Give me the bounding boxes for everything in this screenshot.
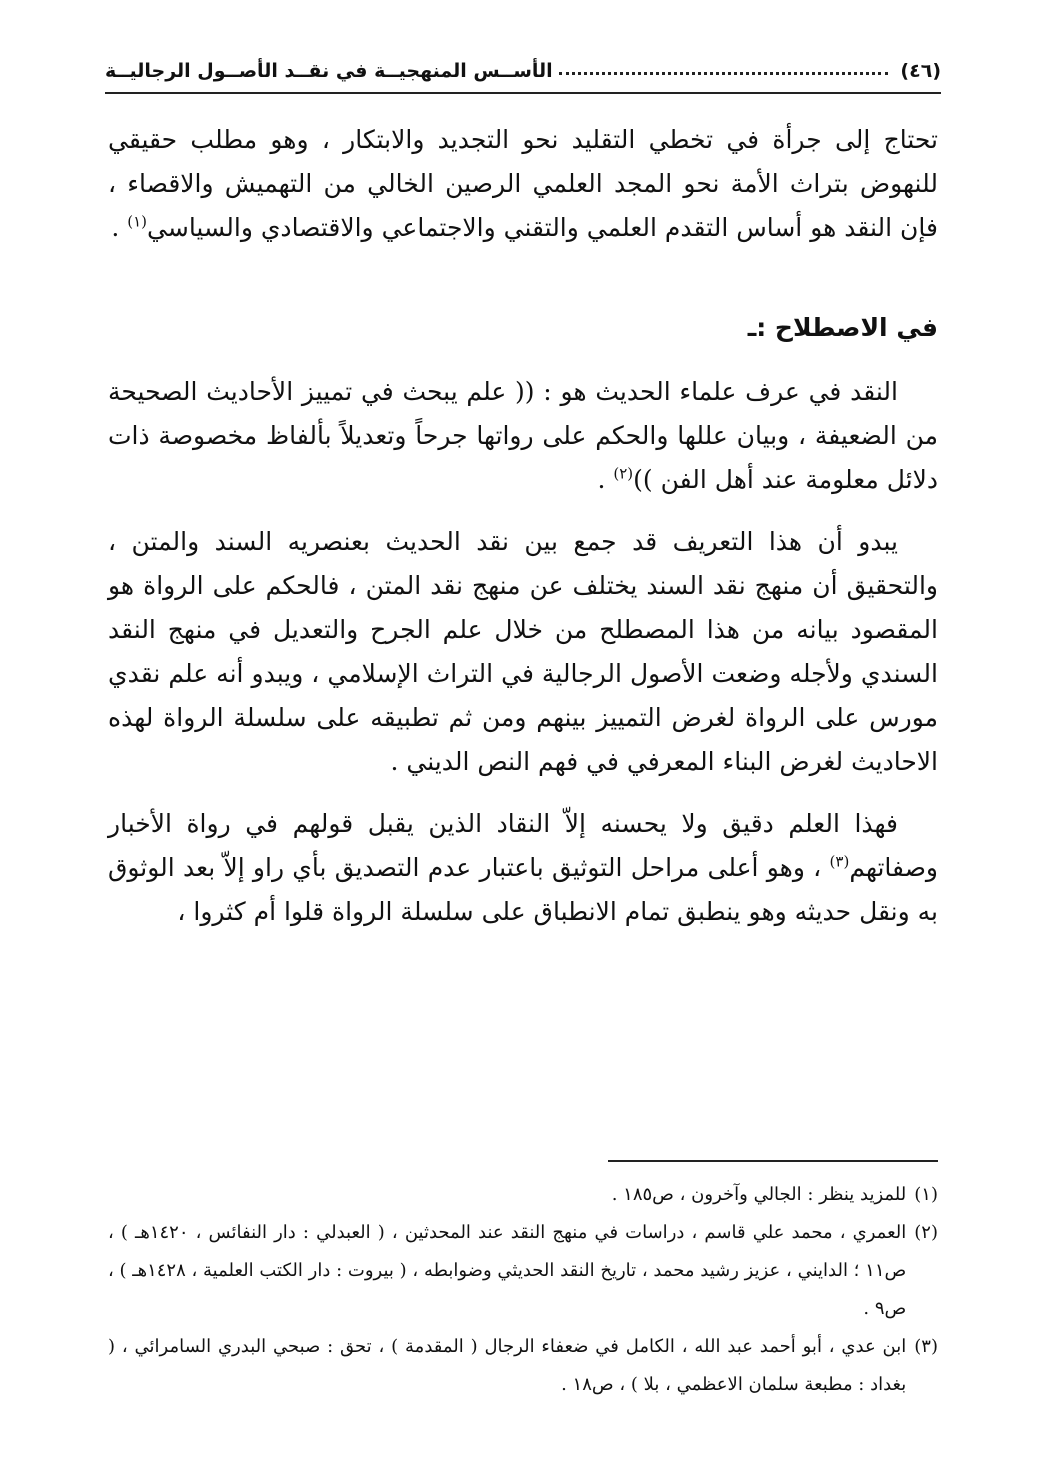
footnote-number: (٢)	[914, 1222, 938, 1243]
footnote-number: (٣)	[914, 1336, 938, 1357]
paragraph-text: النقد في عرف علماء الحديث هو : (( علم يبحث في تمييز الأحاديث الصحيحة من الضعيفة ، وبيان عللها والحكم على رواتها جرحاً وتعديلاً بألفاظ مخصوصة ذات دلائل معلومة عند أهل الفن ))	[108, 377, 938, 494]
paragraph-tail: .	[597, 465, 614, 494]
paragraph-text: يبدو أن هذا التعريف قد جمع بين نقد الحديث بعنصريه السند والمتن ، والتحقيق أن منهج نقد السند يختلف عن منهج نقد المتن ، فالحكم على الرواة هو المقصود بيانه من هذا المصطلح من خلال علم الجرح والتعديل في منهج النقد السندي ولأجله وضعت الأصول الرجالية في التراث الإسلامي ، ويبدو أنه علم نقدي مورس على الرواة لغرض التمييز بينهم ومن ثم تطبيقه على سلسلة الرواة لهذه الاحاديث لغرض البناء المعرفي في فهم النص الديني .	[108, 527, 938, 776]
paragraph-text: فهذا العلم دقيق ولا يحسنه إلاّ النقاد الذين يقبل قولهم في رواة الأخبار وصفاتهم	[108, 809, 938, 882]
paragraph	[108, 118, 938, 250]
section-heading: في الاصطلاح :ـ	[747, 313, 938, 342]
footnote-ref: (٣)	[829, 852, 850, 871]
footnote-number: (١)	[914, 1184, 938, 1205]
body-text	[108, 118, 938, 934]
footnote-ref: (٢)	[613, 464, 634, 483]
header-rule	[105, 92, 941, 94]
footnote	[108, 1328, 938, 1404]
paragraph	[108, 802, 938, 934]
header-leader-dots	[559, 60, 889, 75]
footnote-rule	[608, 1160, 938, 1162]
paragraph-text: ، وهو أعلى مراحل التوثيق باعتبار عدم التصديق بأي راو إلاّ بعد الوثوق به ونقل حديثه وهو ينطبق تمام الانطباق على سلسلة الرواة قلوا أم كثروا ،	[108, 853, 938, 926]
footnote-text: ابن عدي ، أبو أحمد عبد الله ، الكامل في ضعفاء الرجال ( المقدمة ) ، تحق : صبحي البدري السامرائي ، ( بغداد : مطبعة سلمان الاعظمي ، بلا ) ، ص١٨ .	[108, 1336, 907, 1395]
footnote	[108, 1176, 938, 1214]
footnote-ref: (١)	[127, 212, 148, 231]
footnote-text: للمزيد ينظر : الجالي وآخرون ، ص١٨٥ .	[611, 1184, 907, 1205]
paragraph-text: تحتاج إلى جرأة في تخطي التقليد نحو التجديد والابتكار ، وهو مطلب حقيقي للنهوض بتراث الأمة نحو المجد العلمي الرصين الخالي من التهميش والاقصاء ، فإن النقد هو أساس التقدم العلمي والتقني والاجتماعي والاقتصادي والسياسي	[108, 125, 938, 242]
footnote-text: العمري ، محمد علي قاسم ، دراسات في منهج النقد عند المحدثين ، ( العبدلي : دار النفائس ، ١٤٢٠هـ ) ، ص١١ ؛ الدايني ، عزيز رشيد محمد ، تاريخ النقد الحديثي وضوابطه ، ( بيروت : دار الكتب العلمية ، ١٤٢٨هـ ) ، ص٩ .	[108, 1222, 907, 1319]
footnote	[108, 1214, 938, 1328]
paragraph	[108, 370, 938, 502]
paragraph-tail: .	[111, 213, 128, 242]
paragraph	[108, 520, 938, 784]
footnotes	[108, 1176, 938, 1404]
page-number: (٤٦)	[900, 60, 941, 82]
running-header	[105, 54, 941, 88]
running-header-title: الأســس المنهجيــة في نقــد الأصــول الرجاليــة	[105, 60, 553, 82]
